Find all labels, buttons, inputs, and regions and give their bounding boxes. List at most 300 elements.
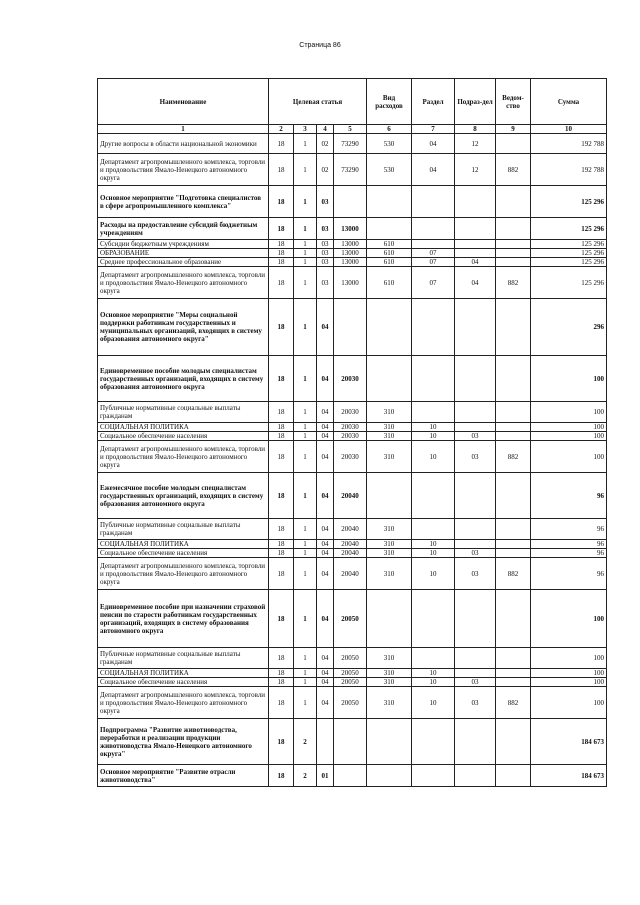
cell-subsection: 03 (455, 432, 496, 441)
table-row (98, 549, 607, 558)
cell-sum: 100 (531, 590, 607, 648)
cell-activity: 04 (317, 441, 334, 473)
cell-subprogram: 1 (294, 267, 317, 299)
cell-department (496, 432, 531, 441)
cell-direction (334, 765, 367, 787)
cell-subsection: 12 (455, 134, 496, 154)
cell-name: СОЦИАЛЬНАЯ ПОЛИТИКА (98, 540, 269, 549)
cell-activity: 03 (317, 218, 334, 240)
cell-activity: 04 (317, 590, 334, 648)
cell-subsection (455, 473, 496, 519)
cell-department (496, 186, 531, 218)
cell-expense-type: 310 (367, 549, 412, 558)
cell-department (496, 540, 531, 549)
cell-direction: 13000 (334, 218, 367, 240)
cell-sum: 96 (531, 558, 607, 590)
cell-expense-type (367, 719, 412, 765)
cell-department (496, 648, 531, 669)
cell-subsection: 04 (455, 267, 496, 299)
cell-name: Расходы на предоставление субсидий бюджетным учреждениям (98, 218, 269, 240)
table-row (98, 648, 607, 669)
cell-name: Подпрограмма "Развитие животноводства, переработки и реализации продукции животноводства Ямало-Ненецкого автономного округа" (98, 719, 269, 765)
cell-direction (334, 719, 367, 765)
cell-department (496, 719, 531, 765)
cell-name: Социальное обеспечение населения (98, 432, 269, 441)
cell-sum: 125 296 (531, 218, 607, 240)
cell-direction: 20050 (334, 590, 367, 648)
cell-subprogram: 1 (294, 669, 317, 678)
table-row (98, 765, 607, 787)
cell-program: 18 (269, 678, 294, 687)
cell-department: 882 (496, 687, 531, 719)
cell-sum: 96 (531, 549, 607, 558)
cell-department (496, 299, 531, 356)
cell-activity: 04 (317, 687, 334, 719)
cell-subsection (455, 356, 496, 402)
cell-subprogram: 1 (294, 678, 317, 687)
cell-subsection (455, 648, 496, 669)
cell-section (412, 218, 455, 240)
table-row (98, 258, 607, 267)
cell-activity: 04 (317, 423, 334, 432)
cell-direction: 20040 (334, 549, 367, 558)
cell-section: 04 (412, 154, 455, 186)
cell-name: СОЦИАЛЬНАЯ ПОЛИТИКА (98, 423, 269, 432)
cell-section: 10 (412, 678, 455, 687)
cell-subsection (455, 719, 496, 765)
cell-section (412, 299, 455, 356)
cell-activity: 02 (317, 134, 334, 154)
cell-subsection (455, 299, 496, 356)
cell-subsection (455, 669, 496, 678)
cell-direction: 13000 (334, 267, 367, 299)
cell-name: Субсидии бюджетным учреждениям (98, 240, 269, 249)
cell-section: 10 (412, 549, 455, 558)
cell-program: 18 (269, 549, 294, 558)
header-subsection: Подраз-дел (455, 79, 496, 125)
cell-section (412, 765, 455, 787)
cell-subprogram: 1 (294, 186, 317, 218)
cell-program: 18 (269, 258, 294, 267)
cell-program: 18 (269, 719, 294, 765)
cell-activity: 01 (317, 765, 334, 787)
cell-expense-type (367, 473, 412, 519)
cell-expense-type (367, 765, 412, 787)
cell-section: 10 (412, 558, 455, 590)
cell-program: 18 (269, 356, 294, 402)
cell-name: Ежемесячное пособие молодым специалистам государственных организаций, входящих в систему образования автономного округа (98, 473, 269, 519)
cell-section (412, 519, 455, 540)
cell-direction: 20050 (334, 669, 367, 678)
cell-section: 10 (412, 540, 455, 549)
cell-direction: 13000 (334, 240, 367, 249)
cell-activity: 04 (317, 669, 334, 678)
cell-section: 07 (412, 258, 455, 267)
cell-subprogram: 1 (294, 240, 317, 249)
cell-department (496, 678, 531, 687)
table-row (98, 134, 607, 154)
cell-program: 18 (269, 134, 294, 154)
cell-sum: 100 (531, 678, 607, 687)
cell-expense-type: 610 (367, 240, 412, 249)
cell-activity: 03 (317, 258, 334, 267)
cell-name: Единовременное пособие молодым специалистам государственных организаций, входящих в систему образования автономного округа (98, 356, 269, 402)
header-target-article: Целевая статья (269, 79, 367, 125)
cell-program: 18 (269, 648, 294, 669)
cell-subprogram: 1 (294, 402, 317, 423)
cell-activity: 04 (317, 356, 334, 402)
cell-activity: 04 (317, 678, 334, 687)
cell-name: Основное мероприятие "Меры социальной поддержки работникам государственных и муниципальных организаций, входящих в систему образования автономного округа" (98, 299, 269, 356)
table-row (98, 267, 607, 299)
cell-expense-type: 610 (367, 258, 412, 267)
cell-sum: 96 (531, 540, 607, 549)
cell-subsection (455, 765, 496, 787)
cell-activity: 03 (317, 249, 334, 258)
table-row (98, 719, 607, 765)
cell-subsection: 03 (455, 441, 496, 473)
column-number: 2 (269, 125, 294, 134)
table-row (98, 299, 607, 356)
cell-section (412, 240, 455, 249)
cell-sum: 100 (531, 687, 607, 719)
cell-subprogram: 1 (294, 549, 317, 558)
cell-subsection (455, 240, 496, 249)
cell-subprogram: 1 (294, 218, 317, 240)
cell-department (496, 549, 531, 558)
cell-activity: 03 (317, 186, 334, 218)
cell-expense-type: 310 (367, 669, 412, 678)
table-row (98, 423, 607, 432)
cell-subsection (455, 249, 496, 258)
cell-name: Среднее профессиональное образование (98, 258, 269, 267)
cell-department (496, 356, 531, 402)
table-row (98, 186, 607, 218)
cell-program: 18 (269, 186, 294, 218)
cell-program: 18 (269, 519, 294, 540)
cell-department (496, 402, 531, 423)
cell-program: 18 (269, 299, 294, 356)
cell-program: 18 (269, 687, 294, 719)
cell-direction: 20050 (334, 678, 367, 687)
cell-sum: 125 296 (531, 240, 607, 249)
table-row (98, 402, 607, 423)
cell-direction: 73290 (334, 154, 367, 186)
cell-name: Публичные нормативные социальные выплаты гражданам (98, 648, 269, 669)
cell-subsection: 03 (455, 678, 496, 687)
cell-program: 18 (269, 249, 294, 258)
cell-name: Департамент агропромышленного комплекса, торговли и продовольствия Ямало-Ненецкого автономного округа (98, 267, 269, 299)
cell-subsection (455, 402, 496, 423)
cell-program: 18 (269, 473, 294, 519)
cell-direction: 20030 (334, 402, 367, 423)
cell-department (496, 218, 531, 240)
cell-sum: 96 (531, 519, 607, 540)
cell-expense-type: 310 (367, 687, 412, 719)
column-number: 1 (98, 125, 269, 134)
page-number: Страница 86 (299, 42, 341, 49)
cell-expense-type: 310 (367, 648, 412, 669)
cell-activity: 03 (317, 267, 334, 299)
cell-sum: 184 673 (531, 765, 607, 787)
table-row (98, 558, 607, 590)
cell-expense-type: 530 (367, 154, 412, 186)
column-number: 9 (496, 125, 531, 134)
cell-subprogram: 1 (294, 258, 317, 267)
cell-department: 882 (496, 267, 531, 299)
cell-sum: 100 (531, 432, 607, 441)
cell-sum: 100 (531, 669, 607, 678)
cell-section: 10 (412, 441, 455, 473)
header-name: Наименование (98, 79, 269, 125)
cell-section: 10 (412, 687, 455, 719)
column-number: 3 (294, 125, 317, 134)
cell-sum: 192 788 (531, 154, 607, 186)
cell-activity: 04 (317, 402, 334, 423)
cell-sum: 100 (531, 648, 607, 669)
column-number: 7 (412, 125, 455, 134)
table-row (98, 356, 607, 402)
cell-department: 882 (496, 441, 531, 473)
cell-activity (317, 719, 334, 765)
table-row (98, 687, 607, 719)
cell-subsection (455, 423, 496, 432)
column-number: 10 (531, 125, 607, 134)
cell-subprogram: 1 (294, 687, 317, 719)
cell-expense-type: 310 (367, 519, 412, 540)
cell-program: 18 (269, 590, 294, 648)
cell-department (496, 240, 531, 249)
cell-direction: 20040 (334, 473, 367, 519)
cell-sum: 296 (531, 299, 607, 356)
cell-activity: 04 (317, 299, 334, 356)
cell-section (412, 473, 455, 519)
cell-section: 10 (412, 669, 455, 678)
cell-subsection (455, 186, 496, 218)
cell-expense-type: 530 (367, 134, 412, 154)
cell-subsection: 03 (455, 549, 496, 558)
cell-department (496, 473, 531, 519)
table-row (98, 678, 607, 687)
cell-sum: 100 (531, 441, 607, 473)
cell-direction: 73290 (334, 134, 367, 154)
cell-section (412, 356, 455, 402)
cell-program: 18 (269, 558, 294, 590)
cell-direction (334, 186, 367, 218)
cell-subprogram: 2 (294, 765, 317, 787)
cell-program: 18 (269, 540, 294, 549)
cell-activity: 04 (317, 549, 334, 558)
cell-subprogram: 1 (294, 249, 317, 258)
cell-sum: 125 296 (531, 267, 607, 299)
table-row (98, 249, 607, 258)
cell-department (496, 669, 531, 678)
cell-subprogram: 1 (294, 648, 317, 669)
cell-expense-type (367, 590, 412, 648)
cell-name: Основное мероприятие "Подготовка специалистов в сфере агропромышленного комплекса" (98, 186, 269, 218)
cell-subprogram: 1 (294, 432, 317, 441)
cell-expense-type (367, 218, 412, 240)
cell-direction: 20030 (334, 356, 367, 402)
cell-subprogram: 1 (294, 154, 317, 186)
cell-section: 07 (412, 249, 455, 258)
table-row (98, 154, 607, 186)
cell-subprogram: 2 (294, 719, 317, 765)
table-row (98, 473, 607, 519)
cell-name: Департамент агропромышленного комплекса, торговли и продовольствия Ямало-Ненецкого автономного округа (98, 441, 269, 473)
cell-name: Департамент агропромышленного комплекса, торговли и продовольствия Ямало-Ненецкого автономного округа (98, 687, 269, 719)
cell-sum: 100 (531, 356, 607, 402)
cell-subsection: 04 (455, 258, 496, 267)
cell-subsection: 12 (455, 154, 496, 186)
cell-activity: 04 (317, 519, 334, 540)
cell-activity: 04 (317, 648, 334, 669)
cell-expense-type: 310 (367, 423, 412, 432)
cell-name: Единовременное пособие при назначении страховой пенсии по старости работникам государственных организаций, входящих в систему образования автономного округа (98, 590, 269, 648)
cell-program: 18 (269, 154, 294, 186)
cell-subprogram: 1 (294, 590, 317, 648)
cell-section (412, 648, 455, 669)
cell-sum: 125 296 (531, 249, 607, 258)
cell-program: 18 (269, 402, 294, 423)
cell-sum: 192 788 (531, 134, 607, 154)
cell-program: 18 (269, 218, 294, 240)
cell-name: Основное мероприятие "Развитие отрасли животноводства" (98, 765, 269, 787)
cell-section: 10 (412, 423, 455, 432)
column-number: 4 (317, 125, 334, 134)
cell-subprogram: 1 (294, 356, 317, 402)
cell-direction: 20030 (334, 432, 367, 441)
cell-direction: 20050 (334, 648, 367, 669)
cell-direction: 13000 (334, 249, 367, 258)
cell-activity: 02 (317, 154, 334, 186)
cell-direction: 20050 (334, 687, 367, 719)
table-row (98, 218, 607, 240)
cell-direction: 20030 (334, 441, 367, 473)
cell-program: 18 (269, 267, 294, 299)
cell-name: Публичные нормативные социальные выплаты гражданам (98, 519, 269, 540)
cell-subprogram: 1 (294, 441, 317, 473)
cell-subsection (455, 590, 496, 648)
table-row (98, 590, 607, 648)
cell-expense-type: 310 (367, 678, 412, 687)
cell-activity: 03 (317, 240, 334, 249)
cell-name: Публичные нормативные социальные выплаты гражданам (98, 402, 269, 423)
cell-department (496, 134, 531, 154)
cell-activity: 04 (317, 558, 334, 590)
cell-activity: 04 (317, 540, 334, 549)
table-row (98, 519, 607, 540)
cell-program: 18 (269, 432, 294, 441)
cell-department (496, 423, 531, 432)
cell-section: 10 (412, 432, 455, 441)
cell-subprogram: 1 (294, 540, 317, 549)
cell-section: 04 (412, 134, 455, 154)
cell-subsection: 03 (455, 558, 496, 590)
cell-subprogram: 1 (294, 299, 317, 356)
cell-direction: 13000 (334, 258, 367, 267)
header-row (98, 79, 607, 125)
cell-direction: 20040 (334, 540, 367, 549)
cell-sum: 125 296 (531, 186, 607, 218)
cell-program: 18 (269, 441, 294, 473)
cell-expense-type: 310 (367, 402, 412, 423)
cell-expense-type: 310 (367, 558, 412, 590)
column-number: 8 (455, 125, 496, 134)
cell-subprogram: 1 (294, 473, 317, 519)
cell-department (496, 249, 531, 258)
cell-section (412, 186, 455, 218)
cell-sum: 100 (531, 423, 607, 432)
cell-sum: 184 673 (531, 719, 607, 765)
cell-section (412, 590, 455, 648)
cell-expense-type: 610 (367, 267, 412, 299)
column-number: 5 (334, 125, 367, 134)
cell-name: Департамент агропромышленного комплекса, торговли и продовольствия Ямало-Ненецкого автономного округа (98, 558, 269, 590)
table-row (98, 441, 607, 473)
cell-expense-type: 310 (367, 441, 412, 473)
cell-expense-type: 310 (367, 540, 412, 549)
cell-expense-type (367, 356, 412, 402)
cell-subprogram: 1 (294, 134, 317, 154)
header-expense-type: Вид расходов (367, 79, 412, 125)
cell-name: Департамент агропромышленного комплекса, торговли и продовольствия Ямало-Ненецкого автономного округа (98, 154, 269, 186)
cell-expense-type (367, 299, 412, 356)
table-row (98, 240, 607, 249)
column-number: 6 (367, 125, 412, 134)
cell-subsection (455, 218, 496, 240)
cell-direction: 20040 (334, 519, 367, 540)
cell-activity: 04 (317, 432, 334, 441)
cell-subprogram: 1 (294, 423, 317, 432)
cell-section: 07 (412, 267, 455, 299)
cell-department (496, 590, 531, 648)
header-sum: Сумма (531, 79, 607, 125)
cell-section (412, 719, 455, 765)
cell-direction (334, 299, 367, 356)
cell-activity: 04 (317, 473, 334, 519)
cell-subsection (455, 540, 496, 549)
cell-sum: 125 296 (531, 258, 607, 267)
column-number-row (98, 125, 607, 134)
cell-program: 18 (269, 423, 294, 432)
cell-section (412, 402, 455, 423)
cell-sum: 100 (531, 402, 607, 423)
cell-subprogram: 1 (294, 519, 317, 540)
cell-expense-type: 310 (367, 432, 412, 441)
cell-direction: 20030 (334, 423, 367, 432)
cell-expense-type (367, 186, 412, 218)
header-section: Раздел (412, 79, 455, 125)
cell-name: Другие вопросы в области национальной экономики (98, 134, 269, 154)
cell-name: СОЦИАЛЬНАЯ ПОЛИТИКА (98, 669, 269, 678)
cell-direction: 20040 (334, 558, 367, 590)
table-row (98, 432, 607, 441)
cell-name: ОБРАЗОВАНИЕ (98, 249, 269, 258)
cell-subprogram: 1 (294, 558, 317, 590)
cell-department: 882 (496, 154, 531, 186)
cell-department: 882 (496, 558, 531, 590)
cell-program: 18 (269, 669, 294, 678)
cell-name: Социальное обеспечение населения (98, 549, 269, 558)
cell-sum: 96 (531, 473, 607, 519)
cell-department (496, 765, 531, 787)
cell-department (496, 258, 531, 267)
cell-subsection: 03 (455, 687, 496, 719)
cell-expense-type: 610 (367, 249, 412, 258)
table-row (98, 540, 607, 549)
header-department: Ведом-ство (496, 79, 531, 125)
